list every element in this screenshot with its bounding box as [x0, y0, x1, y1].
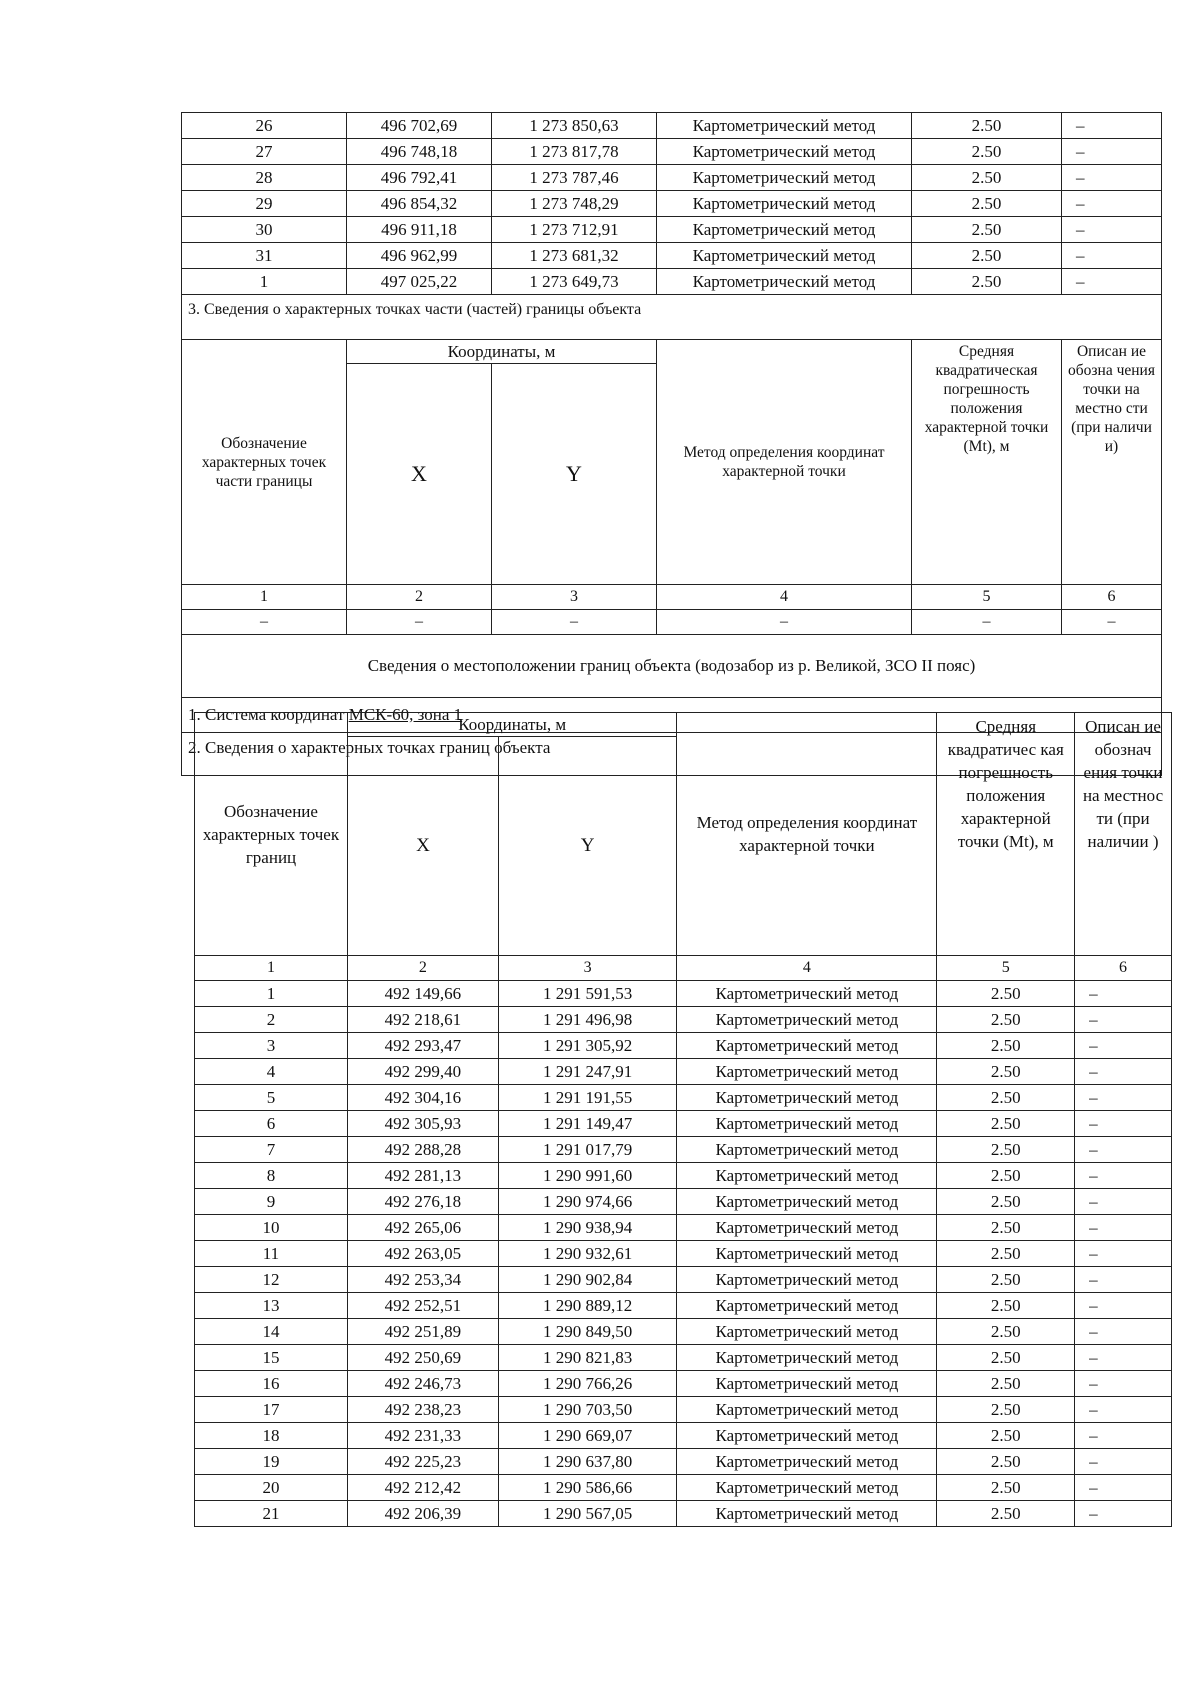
lower-row [195, 1449, 1172, 1475]
point-description: – [1075, 1475, 1172, 1501]
point-description: – [1062, 243, 1162, 269]
point-description: – [1062, 269, 1162, 295]
section3-num-4: 4 [657, 585, 912, 610]
x-coordinate: 492 253,34 [347, 1267, 498, 1293]
method: Картометрический метод [677, 1007, 937, 1033]
error-value: 2.50 [937, 1137, 1075, 1163]
lower-row [195, 1189, 1172, 1215]
point-description: – [1075, 1059, 1172, 1085]
lower-row [195, 1267, 1172, 1293]
y-coordinate: 1 290 567,05 [498, 1501, 676, 1527]
point-description: – [1075, 1085, 1172, 1111]
point-description: – [1075, 1111, 1172, 1137]
x-coordinate: 492 252,51 [347, 1293, 498, 1319]
error-value: 2.50 [937, 1397, 1075, 1423]
point-number: 12 [195, 1267, 348, 1293]
error-value: 2.50 [937, 1007, 1075, 1033]
section3-num-1: 1 [182, 585, 347, 610]
x-coordinate: 492 218,61 [347, 1007, 498, 1033]
section3-header-y: Y [492, 364, 657, 585]
point-number: 31 [182, 243, 347, 269]
lower-row [195, 1007, 1172, 1033]
method: Картометрический метод [677, 1293, 937, 1319]
x-coordinate: 496 854,32 [347, 191, 492, 217]
coordinate-system-prefix: 1. Система координат [188, 705, 349, 724]
point-number: 18 [195, 1423, 348, 1449]
error-value: 2.50 [937, 1033, 1075, 1059]
lower-header-method: Метод определения координат характерной точки [677, 713, 937, 956]
y-coordinate: 1 290 669,07 [498, 1423, 676, 1449]
lower-header-error: Средняя квадратичес кая погрешность положения характерной точки (Mt), м [937, 713, 1075, 956]
method: Картометрический метод [677, 1059, 937, 1085]
lower-row [195, 1033, 1172, 1059]
point-number: 2 [195, 1007, 348, 1033]
lower-row [195, 1423, 1172, 1449]
lower-row [195, 1111, 1172, 1137]
x-coordinate: 496 702,69 [347, 113, 492, 139]
lower-row [195, 1345, 1172, 1371]
upper-row [182, 113, 1162, 139]
error-value: 2.50 [937, 1059, 1075, 1085]
point-description: – [1075, 1007, 1172, 1033]
error-value: 2.50 [937, 1163, 1075, 1189]
method: Картометрический метод [657, 191, 912, 217]
method: Картометрический метод [657, 139, 912, 165]
error-value: 2.50 [912, 113, 1062, 139]
method: Картометрический метод [677, 981, 937, 1007]
lower-header-x: X [347, 737, 498, 956]
section3-empty-3: – [492, 610, 657, 635]
x-coordinate: 492 281,13 [347, 1163, 498, 1189]
method: Картометрический метод [657, 113, 912, 139]
lower-coordinates-table [194, 712, 1172, 1527]
point-description: – [1075, 1423, 1172, 1449]
point-description: – [1075, 1449, 1172, 1475]
section2-title: 2. Сведения о характерных точках границ объекта [182, 733, 1162, 776]
error-value: 2.50 [937, 1319, 1075, 1345]
point-description: – [1075, 1397, 1172, 1423]
method: Картометрический метод [677, 1215, 937, 1241]
error-value: 2.50 [937, 1215, 1075, 1241]
y-coordinate: 1 291 247,91 [498, 1059, 676, 1085]
x-coordinate: 497 025,22 [347, 269, 492, 295]
point-number: 30 [182, 217, 347, 243]
y-coordinate: 1 291 591,53 [498, 981, 676, 1007]
point-number: 28 [182, 165, 347, 191]
y-coordinate: 1 291 017,79 [498, 1137, 676, 1163]
error-value: 2.50 [937, 1345, 1075, 1371]
error-value: 2.50 [937, 1085, 1075, 1111]
error-value: 2.50 [937, 1449, 1075, 1475]
method: Картометрический метод [677, 1189, 937, 1215]
upper-coordinates-table [181, 112, 1162, 776]
point-description: – [1075, 1267, 1172, 1293]
point-description: – [1062, 113, 1162, 139]
x-coordinate: 492 299,40 [347, 1059, 498, 1085]
method: Картометрический метод [677, 1111, 937, 1137]
lower-row [195, 1059, 1172, 1085]
section3-empty-4: – [657, 610, 912, 635]
x-coordinate: 492 293,47 [347, 1033, 498, 1059]
error-value: 2.50 [937, 1371, 1075, 1397]
section3-empty-2: – [347, 610, 492, 635]
x-coordinate: 492 246,73 [347, 1371, 498, 1397]
section3-num-2: 2 [347, 585, 492, 610]
error-value: 2.50 [912, 191, 1062, 217]
point-number: 3 [195, 1033, 348, 1059]
lower-row [195, 1137, 1172, 1163]
point-number: 27 [182, 139, 347, 165]
x-coordinate: 496 792,41 [347, 165, 492, 191]
method: Картометрический метод [677, 1137, 937, 1163]
section3-empty-1: – [182, 610, 347, 635]
error-value: 2.50 [912, 217, 1062, 243]
x-coordinate: 492 276,18 [347, 1189, 498, 1215]
method: Картометрический метод [677, 1345, 937, 1371]
point-number: 11 [195, 1241, 348, 1267]
lower-row [195, 1501, 1172, 1527]
section3-header-designation: Обозначение характерных точек части границы [182, 340, 347, 585]
point-number: 20 [195, 1475, 348, 1501]
y-coordinate: 1 273 817,78 [492, 139, 657, 165]
error-value: 2.50 [937, 1293, 1075, 1319]
point-number: 13 [195, 1293, 348, 1319]
section3-header-coords: Координаты, м [347, 340, 657, 364]
y-coordinate: 1 273 712,91 [492, 217, 657, 243]
lower-header-description: Описан ие обознач ения точки на местнос ти (при наличии ) [1075, 713, 1172, 956]
upper-row [182, 139, 1162, 165]
method: Картометрический метод [677, 1501, 937, 1527]
section3-num-3: 3 [492, 585, 657, 610]
method: Картометрический метод [657, 217, 912, 243]
y-coordinate: 1 290 637,80 [498, 1449, 676, 1475]
section3-title: 3. Сведения о характерных точках части (частей) границы объекта [182, 295, 1162, 340]
section3-empty-6: – [1062, 610, 1162, 635]
section3-empty-5: – [912, 610, 1062, 635]
x-coordinate: 492 238,23 [347, 1397, 498, 1423]
method: Картометрический метод [677, 1397, 937, 1423]
section3-num-6: 6 [1062, 585, 1162, 610]
point-description: – [1075, 1501, 1172, 1527]
coordinate-system-value: МСК-60, зона 1 [348, 705, 463, 724]
method: Картометрический метод [657, 269, 912, 295]
y-coordinate: 1 290 991,60 [498, 1163, 676, 1189]
error-value: 2.50 [937, 1475, 1075, 1501]
y-coordinate: 1 290 932,61 [498, 1241, 676, 1267]
point-description: – [1075, 1293, 1172, 1319]
error-value: 2.50 [912, 269, 1062, 295]
section3-num-5: 5 [912, 585, 1062, 610]
x-coordinate: 496 748,18 [347, 139, 492, 165]
point-description: – [1075, 1371, 1172, 1397]
error-value: 2.50 [937, 1189, 1075, 1215]
section3-header-error: Средняя квадратическая погрешность положения характерной точки (Mt), м [912, 340, 1062, 585]
point-number: 29 [182, 191, 347, 217]
method: Картометрический метод [677, 1085, 937, 1111]
x-coordinate: 492 265,06 [347, 1215, 498, 1241]
point-description: – [1075, 1319, 1172, 1345]
lower-row [195, 1475, 1172, 1501]
method: Картометрический метод [677, 1267, 937, 1293]
y-coordinate: 1 273 787,46 [492, 165, 657, 191]
point-number: 9 [195, 1189, 348, 1215]
y-coordinate: 1 273 649,73 [492, 269, 657, 295]
point-number: 21 [195, 1501, 348, 1527]
error-value: 2.50 [912, 243, 1062, 269]
y-coordinate: 1 290 703,50 [498, 1397, 676, 1423]
part2-title: Сведения о местоположении границ объекта (водозабор из р. Великой, ЗСО II пояс) [182, 635, 1162, 698]
method: Картометрический метод [677, 1475, 937, 1501]
point-number: 19 [195, 1449, 348, 1475]
point-number: 16 [195, 1371, 348, 1397]
method: Картометрический метод [657, 165, 912, 191]
lower-num-1: 1 [195, 956, 348, 981]
y-coordinate: 1 290 766,26 [498, 1371, 676, 1397]
point-description: – [1075, 1137, 1172, 1163]
y-coordinate: 1 291 191,55 [498, 1085, 676, 1111]
lower-row [195, 1397, 1172, 1423]
x-coordinate: 492 251,89 [347, 1319, 498, 1345]
x-coordinate: 492 231,33 [347, 1423, 498, 1449]
section3-header-method: Метод определения координат характерной точки [657, 340, 912, 585]
y-coordinate: 1 290 902,84 [498, 1267, 676, 1293]
y-coordinate: 1 273 850,63 [492, 113, 657, 139]
point-description: – [1075, 981, 1172, 1007]
lower-row [195, 1163, 1172, 1189]
y-coordinate: 1 290 974,66 [498, 1189, 676, 1215]
point-description: – [1075, 1241, 1172, 1267]
method: Картометрический метод [677, 1449, 937, 1475]
point-description: – [1075, 1215, 1172, 1241]
method: Картометрический метод [677, 1423, 937, 1449]
lower-rows [195, 981, 1172, 1527]
x-coordinate: 496 962,99 [347, 243, 492, 269]
point-description: – [1075, 1163, 1172, 1189]
error-value: 2.50 [937, 1423, 1075, 1449]
y-coordinate: 1 273 681,32 [492, 243, 657, 269]
point-description: – [1062, 191, 1162, 217]
upper-row [182, 191, 1162, 217]
lower-num-6: 6 [1075, 956, 1172, 981]
lower-row [195, 1215, 1172, 1241]
upper-row [182, 217, 1162, 243]
point-description: – [1075, 1033, 1172, 1059]
error-value: 2.50 [912, 165, 1062, 191]
point-description: – [1075, 1189, 1172, 1215]
point-number: 5 [195, 1085, 348, 1111]
section3-header-x: X [347, 364, 492, 585]
x-coordinate: 492 149,66 [347, 981, 498, 1007]
point-number: 14 [195, 1319, 348, 1345]
point-number: 4 [195, 1059, 348, 1085]
lower-num-3: 3 [498, 956, 676, 981]
y-coordinate: 1 290 586,66 [498, 1475, 676, 1501]
point-number: 15 [195, 1345, 348, 1371]
x-coordinate: 492 250,69 [347, 1345, 498, 1371]
upper-row [182, 269, 1162, 295]
method: Картометрический метод [677, 1033, 937, 1059]
upper-rows [182, 113, 1162, 295]
error-value: 2.50 [937, 1241, 1075, 1267]
method: Картометрический метод [657, 243, 912, 269]
point-number: 1 [195, 981, 348, 1007]
method: Картометрический метод [677, 1241, 937, 1267]
x-coordinate: 492 263,05 [347, 1241, 498, 1267]
lower-row [195, 1085, 1172, 1111]
lower-num-2: 2 [347, 956, 498, 981]
x-coordinate: 496 911,18 [347, 217, 492, 243]
x-coordinate: 492 225,23 [347, 1449, 498, 1475]
point-number: 10 [195, 1215, 348, 1241]
lower-row [195, 981, 1172, 1007]
lower-num-5: 5 [937, 956, 1075, 981]
y-coordinate: 1 290 889,12 [498, 1293, 676, 1319]
y-coordinate: 1 291 305,92 [498, 1033, 676, 1059]
error-value: 2.50 [937, 1111, 1075, 1137]
y-coordinate: 1 290 938,94 [498, 1215, 676, 1241]
point-description: – [1062, 165, 1162, 191]
point-number: 17 [195, 1397, 348, 1423]
x-coordinate: 492 212,42 [347, 1475, 498, 1501]
point-number: 26 [182, 113, 347, 139]
upper-row [182, 165, 1162, 191]
lower-num-4: 4 [677, 956, 937, 981]
upper-row [182, 243, 1162, 269]
point-description: – [1062, 217, 1162, 243]
method: Картометрический метод [677, 1319, 937, 1345]
lower-header-coords: Координаты, м [347, 713, 676, 737]
point-description: – [1062, 139, 1162, 165]
x-coordinate: 492 206,39 [347, 1501, 498, 1527]
lower-header-y: Y [498, 737, 676, 956]
lower-row [195, 1319, 1172, 1345]
point-number: 6 [195, 1111, 348, 1137]
error-value: 2.50 [937, 981, 1075, 1007]
method: Картометрический метод [677, 1163, 937, 1189]
point-number: 7 [195, 1137, 348, 1163]
error-value: 2.50 [937, 1267, 1075, 1293]
y-coordinate: 1 290 821,83 [498, 1345, 676, 1371]
y-coordinate: 1 273 748,29 [492, 191, 657, 217]
y-coordinate: 1 290 849,50 [498, 1319, 676, 1345]
point-number: 8 [195, 1163, 348, 1189]
x-coordinate: 492 288,28 [347, 1137, 498, 1163]
lower-header-designation: Обозначение характерных точек границ [195, 713, 348, 956]
error-value: 2.50 [912, 139, 1062, 165]
lower-row [195, 1241, 1172, 1267]
error-value: 2.50 [937, 1501, 1075, 1527]
method: Картометрический метод [677, 1371, 937, 1397]
y-coordinate: 1 291 149,47 [498, 1111, 676, 1137]
lower-row [195, 1293, 1172, 1319]
section3-header-description: Описан ие обозна чения точки на местно сти (при наличи и) [1062, 340, 1162, 585]
y-coordinate: 1 291 496,98 [498, 1007, 676, 1033]
x-coordinate: 492 304,16 [347, 1085, 498, 1111]
x-coordinate: 492 305,93 [347, 1111, 498, 1137]
point-number: 1 [182, 269, 347, 295]
point-description: – [1075, 1345, 1172, 1371]
lower-row [195, 1371, 1172, 1397]
